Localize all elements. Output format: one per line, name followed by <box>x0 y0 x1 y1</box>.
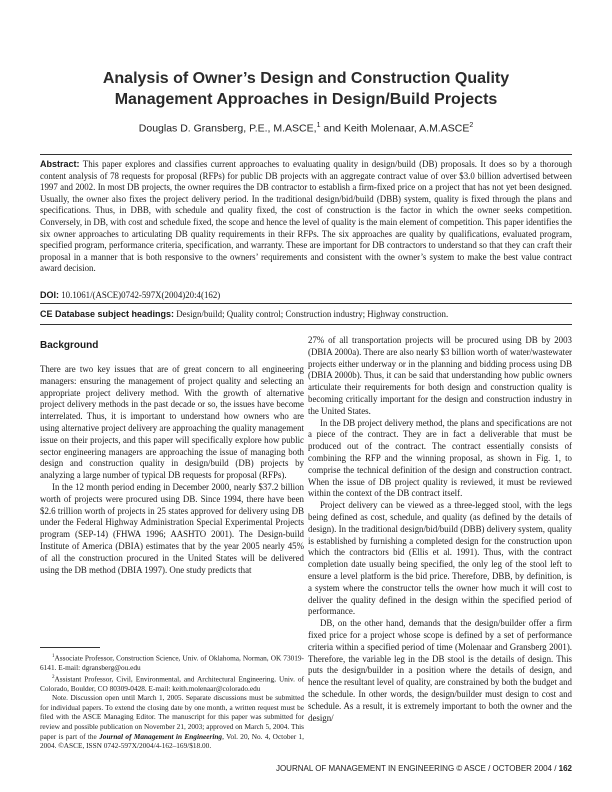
editorial-note-tail: , Vol. 20, No. 4, October 1, 2004. ©ASCE, ISSN 0742-597X/2004/4-162–169/$18.00. <box>40 731 304 751</box>
footnote-1-mark: 1 <box>52 654 55 659</box>
body-paragraph: In the DB project delivery method, the plans and specifications are not a piece of the contract. They are in fact a deliverable that must be produced out of the contract. The contract essentially consists of combining the RFP and the winning proposal, as shown in Fig. 1, to comprise the technical definition of the design and construction contract. When the issue of DB project quality is reviewed, it must be reviewed within the context of the DB contract itself. <box>308 417 572 499</box>
author-line <box>40 122 572 135</box>
subject-headings <box>40 309 572 319</box>
author-1-affiliation-mark: 1 <box>316 122 321 129</box>
author-2-affiliation-mark: 2 <box>469 122 474 129</box>
abstract <box>40 159 572 275</box>
author-conjunction: and <box>320 122 344 135</box>
body-paragraph: Project delivery can be viewed as a three-legged stool, with the legs being defined as cost, schedule, and quality (as defined by the details of design). In the traditional design/bid/build (DBB) delivery system, quality is established by furnishing a completed design for the construction upon which the contractors bid (Ellis et al. 1991). Thus, with the contract completion date usually being specified, the only leg of the stool left to ensure a level platform is the bid price. Therefore, DBB, by definition, is a system where the constructor tells the owner how much it will cost to deliver the quality defined in the design within the specified period of performance. <box>308 500 572 617</box>
page-number: 162 <box>558 764 572 773</box>
body-paragraph: DB, on the other hand, demands that the design/builder offer a firm fixed price for a project whose scope is defined by a set of performance criteria within a specified period of time (Molenaar and Gransberg 2001). Therefore, the variable leg in the DB stool is the details of design. This puts the design/builder in a position where the details of design, and hence the resultant level of quality, are constrained by both the budget and the schedule. In other words, the design/builder must design to cost and schedule. As a result, it is extremely important to both the owner and the design/ <box>308 618 572 723</box>
abstract-label: Abstract: <box>40 159 80 169</box>
subject-headings-label: CE Database subject headings: <box>40 309 175 319</box>
paper-title <box>40 68 572 110</box>
body-paragraph: In the 12 month period ending in December 2000, nearly $37.2 billion worth of projects were procured using DB. Since 1994, there have been $2.6 trillion worth of projects in 25 states approved for delivery using DB under the Federal Highway Administration Special Experimental Projects program (SEP-14) (FHWA 1996; AASHTO 2001). The Design-build Institute of America (DBIA) estimates that by the year 2005 nearly 45% of all the construction procured in the United States will be delivered using the DB method (DBIA 1997). One study predicts that <box>40 481 304 575</box>
footnote-rule <box>40 647 100 648</box>
running-footer <box>276 764 572 773</box>
body-top-rule <box>40 324 572 325</box>
title-line-2: Management Approaches in Design/Build Projects <box>114 91 498 108</box>
author-2: Keith Molenaar, A.M.ASCE <box>343 122 470 135</box>
author-1: Douglas D. Gransberg, P.E., M.ASCE, <box>138 122 317 135</box>
editorial-note-text: Note. Discussion open until March 1, 2005. Separate discussions must be submitted for individual papers. To extend the closing date by one month, a written request must be filed with the ASCE Managing Editor. The manuscript for this paper was submitted for review and possible publication on November 21, 2003; approved on March 5, 2004. This paper is part of the <box>40 693 304 741</box>
footnote-1-text: Associate Professor, Construction Science, Univ. of Oklahoma, Norman, OK 73019-6141. E-mail: dgransberg@ou.edu <box>40 653 304 673</box>
keywords-top-rule <box>40 303 572 304</box>
doi-value[interactable]: 10.1061/(ASCE)0742-597X(2004)20:4(162) <box>61 290 221 300</box>
footnotes <box>40 652 304 751</box>
editorial-note <box>40 693 304 751</box>
footnote-2 <box>40 673 304 694</box>
section-heading-background: Background <box>40 340 99 351</box>
subject-headings-value: Design/build; Quality control; Construction industry; Highway construction. <box>176 309 449 319</box>
body-paragraph: 27% of all transportation projects will be procured using DB by 2003 (DBIA 2000a). There are also nearly $3 billion worth of water/wastewater projects either underway or in the planning and bidding process using DB (DBIA 2000b). Thus, it can be said that understanding how public owners articulate their requirements for both design and construction quality is becoming critically important for the design and construction industry in the United States. <box>308 335 572 416</box>
body-paragraph: There are two key issues that are of great concern to all engineering managers: ensuring the management of project quality and selecting an appropriate project delivery method. With the growth of alternative project delivery methods in the past decade or so, the issues have become interrelated. Thus, it is important to understand how owners who are using alternative project delivery are approaching the quality management issue on their projects, and this paper will specifically explore how public sector engineering managers are approaching the issue of managing both design and construction quality in design/build (DB) projects by analyzing a large number of typical DB requests for proposal (RFPs). <box>40 364 304 481</box>
right-column <box>308 335 572 724</box>
footnote-2-mark: 2 <box>52 674 55 680</box>
abstract-text: This paper explores and classifies current approaches to evaluating quality in design/build (DB) proposals. It does so by a thorough content analysis of 78 requests for proposal (RFPs) for public DB projects with an aggregate contract value of over $3.0 billion advertised between 1997 and 2002. In most DB projects, the owner requires the DB contractor to establish a firm-fixed price on a project that has not yet been designed. Usually, the owner also fixes the project delivery period. In the traditional design/bid/build (DBB) system, quality is fixed through the plans and specifications. Thus, in DBB, with schedule and quality fixed, the cost of construction is the factor in which the owner seeks competition. Conversely, in DB, with cost and schedule fixed, the scope and hence the level of quality is the main element of competition. This paper identifies the six owner approaches to articulating DB quality requirements in their RFPs. The six approaches are quality by qualifications, evaluated program, specified program, performance criteria, specification, and warranty. These are important for DB contractors to understand so that they can craft their proposal in a manner that is both responsive to the owners’ requirements and consistent with the owner’s system to make the best value contract award decision. <box>40 159 572 274</box>
journal-name: Journal of Management in Engineering <box>99 731 223 741</box>
running-head: JOURNAL OF MANAGEMENT IN ENGINEERING © ASCE / OCTOBER 2004 / <box>275 764 559 773</box>
footnote-1 <box>40 652 304 673</box>
left-column <box>40 364 304 576</box>
title-line-1: Analysis of Owner’s Design and Construction Quality <box>102 70 510 87</box>
abstract-top-rule <box>40 154 572 155</box>
doi-label: DOI: <box>40 290 59 300</box>
footnote-2-text: Assistant Professor, Civil, Environmental, and Architectural Engineering, Univ. of Colorado, Boulder, CO 80309-0428. E-mail: keith.molenaar@colorado.edu <box>40 674 304 693</box>
doi-line <box>40 290 572 300</box>
